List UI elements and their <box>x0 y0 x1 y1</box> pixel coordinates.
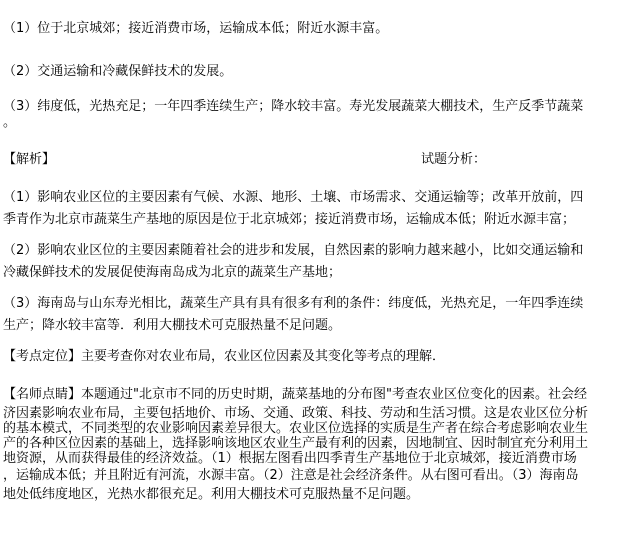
mingshi-line-6: ，运输成本低；并且附近有河流，水源丰富。（2）注意是社会经济条件。从右图可看出。（3）海南岛 <box>3 468 579 483</box>
analysis-p1-line-2: 季青作为北京市蔬菜生产基地的原因是位于北京城郊；接近消费市场，运输成本低；附近水源丰富； <box>3 212 576 227</box>
analysis-p2-line-2: 冷藏保鲜技术的发展促使海南岛成为北京的蔬菜生产基地； <box>3 265 342 280</box>
mingshi-line-5: 地资源，从而获得最佳的经济效益。（1）根据左图看出四季青生产基地位于北京城郊，接近消费市场 <box>3 451 577 466</box>
analysis-heading: 【解析】 <box>3 152 56 167</box>
analysis-paragraph-1 <box>3 187 627 231</box>
analysis-p3-line-2: 生产；降水较丰富等．利用大棚技术可克服热量不足问题。 <box>3 318 342 333</box>
answer-2-text: （2）交通运输和冷藏保鲜技术的发展。 <box>3 64 233 79</box>
mingshi-line-4: 产的各种区位因素的基础上，选择影响该地区农业生产最有利的因素，因地制宜、因时制宜充分利用土 <box>3 436 589 451</box>
answer-3 <box>3 96 627 134</box>
analysis-paragraph-2 <box>3 240 627 284</box>
answer-3-line-1: （3）纬度低，光热充足；一年四季连续生产；降水较丰富。寿光发展蔬菜大棚技术，生产反季节蔬菜 <box>3 99 584 114</box>
mingshi-line-1: 【名师点睛】本题通过"北京市不同的历史时期，蔬菜基地的分布图"考查农业区位变化的因素。社会经 <box>3 387 587 402</box>
mingshi-line-3: 的基本模式，不同类型的农业影响因素差异很大。农业区位选择的实质是生产者在综合考虑影响农业生 <box>3 421 589 436</box>
analysis-subheading: 试题分析： <box>421 152 487 167</box>
mingshi-line-7: 地处低纬度地区，光热水都很充足。利用大棚技术可克服热量不足问题。 <box>3 487 420 502</box>
analysis-p2-line-1: （2）影响农业区位的主要因素随着社会的进步和发展，自然因素的影响力越来越小，比如交通运输和 <box>3 243 584 258</box>
kaodian-text: 【考点定位】主要考查你对农业布局，农业区位因素及其变化等考点的理解． <box>3 349 446 364</box>
analysis-heading-row <box>3 151 627 169</box>
mingshi-section <box>3 384 627 504</box>
answer-3-line-2: 。 <box>3 115 17 130</box>
analysis-p3-line-1: （3）海南岛与山东寿光相比，蔬菜生产具有具有很多有利的条件：纬度低，光热充足，一年四季连续 <box>3 296 584 311</box>
answer-1 <box>3 18 627 40</box>
analysis-p1-line-1: （1）影响农业区位的主要因素有气候、水源、地形、土壤、市场需求、交通运输等；改革开放前，四 <box>3 190 584 205</box>
analysis-paragraph-3 <box>3 293 627 337</box>
answer-2 <box>3 61 627 83</box>
mingshi-line-2: 济因素影响农业布局，主要包括地价、市场、交通、政策、科技、劳动和生活习惯。这是农业区位分析 <box>3 406 589 421</box>
kaodian-section <box>3 346 627 368</box>
answer-1-text: （1）位于北京城郊；接近消费市场，运输成本低；附近水源丰富。 <box>3 21 389 36</box>
